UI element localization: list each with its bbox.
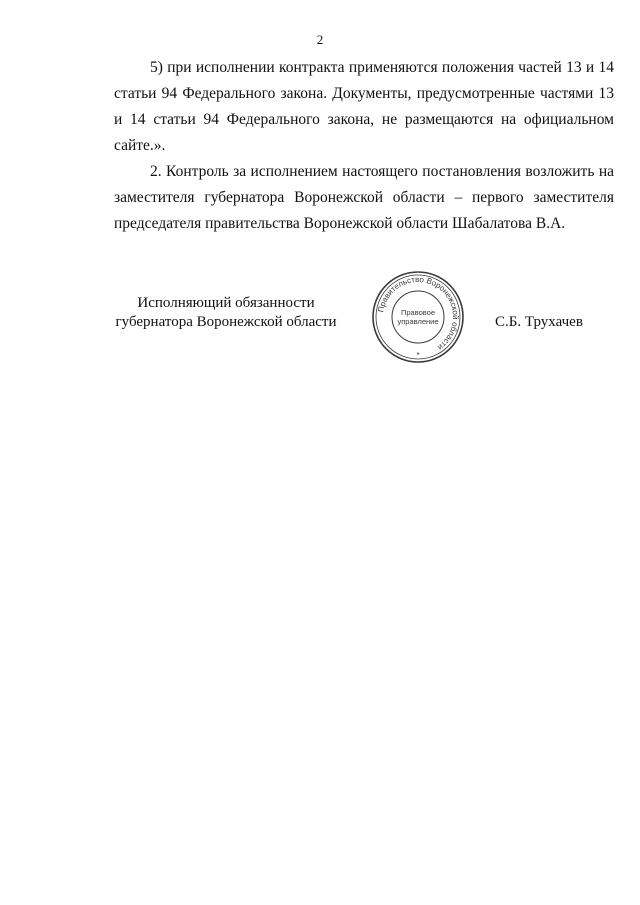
signatory-title-line-1: Исполняющий обязанности <box>137 295 315 311</box>
signatory-title-line-2: губернатора Воронежской области <box>115 314 337 330</box>
page-number: 2 <box>316 32 324 47</box>
signatory-title <box>108 294 344 332</box>
paragraph-item-5: 5) при исполнении контракта применяются положения частей 13 и 14 статьи 94 Федерального закона. Документы, предусмотренные частями 13 и 14 статьи 94 Федерального закона, не размещаются на официальном сайте.». <box>114 59 614 154</box>
seal-center-line-2: управление <box>397 317 439 326</box>
seal-ring-text: Правительство Воронежской области <box>376 274 461 352</box>
seal-star: * <box>416 351 420 360</box>
paragraph-control: 2. Контроль за исполнением настоящего постановления возложить на заместителя губернатора Воронежской области – первого заместителя председателя правительства Воронежской области Шабалатова В.А. <box>114 163 614 232</box>
seal-center-line-1: Правовое <box>400 308 436 317</box>
document-body <box>114 55 614 237</box>
official-seal <box>371 270 465 364</box>
signatory-name: С.Б. Трухачев <box>495 314 583 330</box>
